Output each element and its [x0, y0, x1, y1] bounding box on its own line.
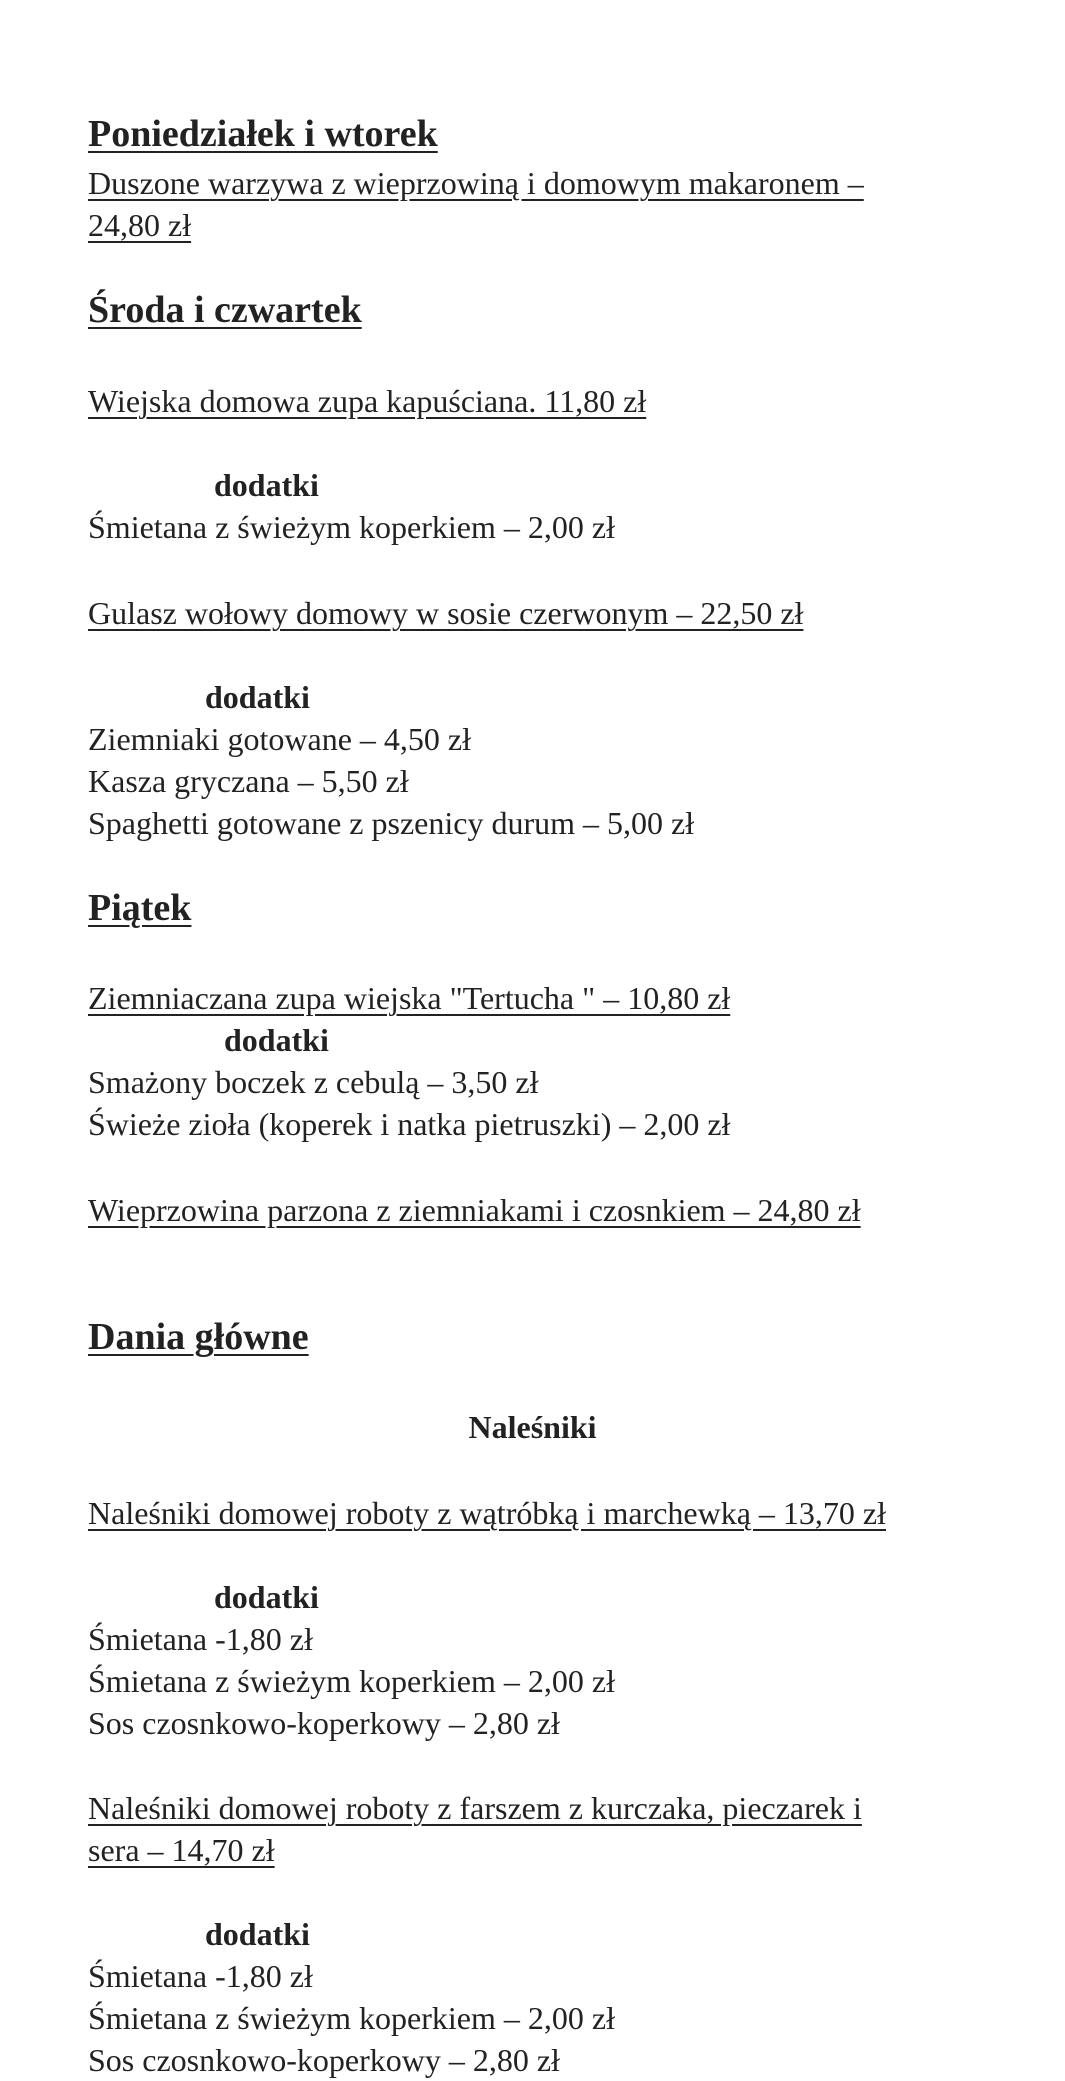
dish-pancakes-liver: Naleśniki domowej roboty z wątróbką i marchewką – 13,70 zł: [88, 1495, 886, 1531]
dish-beef-goulash: Gulasz wołowy domowy w sosie czerwonym – 22,50 zł: [88, 595, 804, 631]
addons-label: dodatki: [214, 1579, 319, 1615]
addon-item: Sos czosnkowo-koperkowy – 2,80 zł: [88, 2042, 560, 2078]
section-heading-mains: Dania główne: [88, 1316, 309, 1358]
addons-label: dodatki: [214, 467, 319, 503]
addons-label: dodatki: [205, 1916, 310, 1952]
addons-label: dodatki: [205, 679, 310, 715]
dish-steamed-pork: Wieprzowina parzona z ziemniakami i czosnkiem – 24,80 zł: [88, 1192, 861, 1228]
addon-item: Smażony boczek z cebulą – 3,50 zł: [88, 1064, 539, 1100]
dish-pancakes-chicken-line2: sera – 14,70 zł: [88, 1832, 275, 1868]
subheading-pancakes: Naleśniki: [468, 1409, 597, 1445]
dish-stewed-vegetables-line1: Duszone warzywa z wieprzowiną i domowym makaronem –: [88, 165, 864, 201]
addon-item: Śmietana z świeżym koperkiem – 2,00 zł: [88, 509, 615, 545]
dish-potato-soup: Ziemniaczana zupa wiejska "Tertucha " – 10,80 zł: [88, 980, 731, 1016]
section-heading-wed-thu: Środa i czwartek: [88, 289, 362, 331]
dish-stewed-vegetables-line2: 24,80 zł: [88, 207, 192, 243]
addon-item: Śmietana z świeżym koperkiem – 2,00 zł: [88, 2000, 615, 2036]
addon-item: Śmietana -1,80 zł: [88, 1621, 313, 1657]
section-heading-friday: Piątek: [88, 887, 192, 929]
addon-item: Świeże zioła (koperek i natka pietruszki) – 2,00 zł: [88, 1106, 731, 1142]
dish-pancakes-chicken-line1: Naleśniki domowej roboty z farszem z kurczaka, pieczarek i: [88, 1790, 862, 1826]
addon-item: Śmietana -1,80 zł: [88, 1958, 313, 1994]
addons-label: dodatki: [224, 1022, 329, 1058]
addon-item: Śmietana z świeżym koperkiem – 2,00 zł: [88, 1663, 615, 1699]
addon-item: Kasza gryczana – 5,50 zł: [88, 763, 409, 799]
addon-item: Sos czosnkowo-koperkowy – 2,80 zł: [88, 1705, 560, 1741]
addon-item: Spaghetti gotowane z pszenicy durum – 5,00 zł: [88, 805, 695, 841]
dish-cabbage-soup: Wiejska domowa zupa kapuściana. 11,80 zł: [88, 383, 647, 419]
section-heading-mon-tue: Poniedziałek i wtorek: [88, 113, 438, 155]
addon-item: Ziemniaki gotowane – 4,50 zł: [88, 721, 472, 757]
